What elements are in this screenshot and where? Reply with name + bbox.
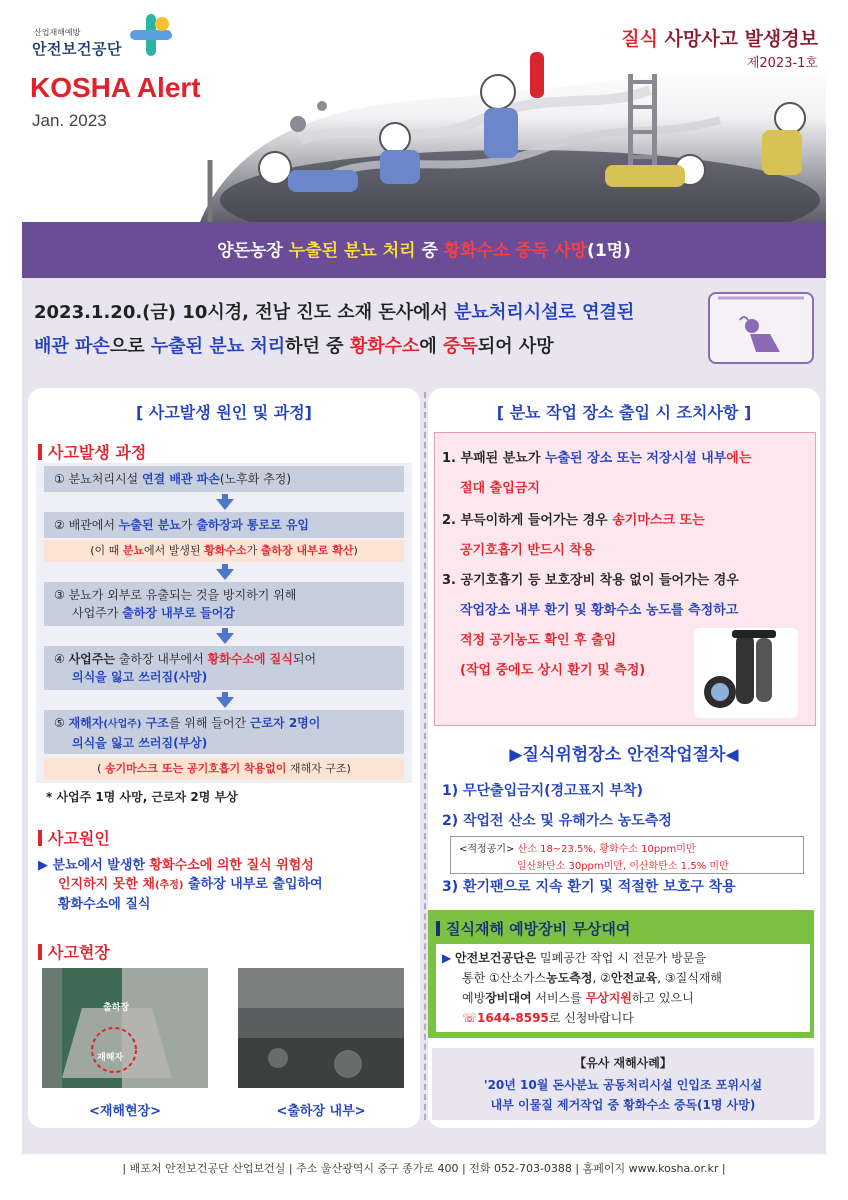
procedure-step-1: 1) 무단출입금지(경고표지 부착) xyxy=(442,783,643,799)
cause-part: 황화수소에 질식 xyxy=(58,897,151,912)
step-text: 구조 xyxy=(141,716,169,730)
bullet-icon: ▶ xyxy=(442,951,456,965)
breathing-apparatus-icon xyxy=(694,628,798,718)
step-text: 사업주는 xyxy=(68,652,115,666)
rental-line xyxy=(442,968,722,988)
rental-text xyxy=(442,948,722,1028)
rental-part: 농도측정 xyxy=(546,971,593,985)
title-part: 중 xyxy=(415,241,444,261)
note-text: 에서 발생된 xyxy=(144,544,205,557)
section-marker xyxy=(436,921,440,936)
step-text: ② 배관에서 xyxy=(54,518,119,532)
summary-text: 하던 중 xyxy=(285,336,350,357)
step-text: 근로자 2명이 xyxy=(249,716,321,730)
rental-part: 장비대여 xyxy=(485,991,532,1005)
step-text: (사업주) xyxy=(103,719,142,730)
rental-line xyxy=(442,988,722,1008)
accident-title xyxy=(0,236,848,261)
rental-part: 하고 있으니 xyxy=(631,991,694,1005)
rental-title-text: 질식재해 예방장비 무상대여 xyxy=(446,920,631,938)
rental-part: 예방 xyxy=(462,991,486,1005)
rule-text: 공기호흡기 반드시 착용 xyxy=(460,543,595,558)
step-text: 황화수소에 질식 xyxy=(207,652,293,666)
step-text: 연결 배관 파손 xyxy=(141,472,220,486)
down-arrow-icon xyxy=(216,628,234,644)
cause-text xyxy=(38,856,418,914)
rule-line xyxy=(442,506,705,536)
title-part: (1명) xyxy=(587,241,631,261)
similar-case-line-2: 내부 이물질 제거작업 중 황화수소 중독(1명 사망) xyxy=(490,1098,756,1112)
procedure-step-2: 2) 작업전 산소 및 유해가스 농도측정 xyxy=(442,813,672,829)
rental-line xyxy=(442,1008,722,1028)
step-line xyxy=(54,734,394,752)
note-text: ) xyxy=(353,544,358,557)
note-text: 출하장 내부로 확산 xyxy=(260,544,354,557)
procedure-step-3: 3) 환기팬으로 지속 환기 및 적절한 보호구 착용 xyxy=(442,879,736,895)
rule-text: 2. 부득이하게 들어가는 경우 xyxy=(442,513,613,528)
bullet-icon: ▶ xyxy=(38,858,53,873)
summary-line-1 xyxy=(34,298,634,324)
rule-2 xyxy=(442,506,705,566)
note-text: 송기마스크 또는 공기호흡기 착용없이 xyxy=(104,762,287,775)
note-text: 가 xyxy=(246,544,261,557)
section-marker xyxy=(38,444,42,460)
rule-text: 적정 공기농도 확인 후 출입 xyxy=(460,633,617,648)
process-heading xyxy=(38,440,146,463)
accident-site-photo xyxy=(42,968,208,1088)
safe-procedure-title: ▶질식위험장소 안전작업절차◀ xyxy=(509,745,739,765)
process-note-5 xyxy=(44,758,404,780)
shipping-interior-photo xyxy=(238,968,404,1088)
process-step-3 xyxy=(44,582,404,626)
rule-text: (작업 중에도 상시 환기 및 측정) xyxy=(460,663,646,678)
note-text: ( xyxy=(97,762,105,775)
rule-text: 절대 출입금지 xyxy=(460,481,540,496)
step-text: 재해자 xyxy=(68,716,104,730)
step-text: 가 xyxy=(180,518,197,532)
photo-caption-2: <출하장 내부> xyxy=(276,1104,366,1119)
step-text: 를 위해 들어간 xyxy=(168,716,250,730)
rental-part: 밀폐공간 작업 시 전문가 방문을 xyxy=(536,951,706,965)
column-divider xyxy=(424,392,426,1120)
process-step-1 xyxy=(44,466,404,492)
cause-heading: [ 사고발생 원인 및 과정] xyxy=(135,403,312,422)
cause-part: 출하장 내부로 출입하여 xyxy=(183,877,323,892)
step-text: 사업주가 xyxy=(72,606,123,620)
summary-text: 누출된 분뇨 처리 xyxy=(150,336,286,357)
rule-text: 1. 부패된 분뇨가 xyxy=(442,451,545,466)
rule-text: 에는 xyxy=(726,451,752,466)
rule-text: 3. 공기호흡기 등 보호장비 착용 없이 들어가는 경우 xyxy=(442,573,739,588)
process-step-2 xyxy=(44,512,404,538)
step-text: ④ xyxy=(54,652,69,666)
rental-part: 통한 ①산소가스 xyxy=(462,971,547,985)
summary-text: 되어 사망 xyxy=(477,336,554,357)
section-marker xyxy=(38,944,42,960)
cause-line xyxy=(38,875,418,895)
summary-text: 황화수소 xyxy=(349,336,420,357)
summary-text: 중독 xyxy=(443,336,478,357)
kosha-logo-icon xyxy=(130,14,172,56)
step-text: 의식을 잃고 쓰러짐(사망) xyxy=(72,670,208,684)
note-text: 분뇨 xyxy=(122,544,145,557)
summary-text: 배관 파손 xyxy=(34,336,110,357)
note-text: 황화수소 xyxy=(204,544,247,557)
step-line xyxy=(54,714,394,734)
rule-1 xyxy=(442,444,751,504)
rental-line xyxy=(442,948,722,968)
casualty-note: * 사업주 1명 사망, 근로자 2명 부상 xyxy=(46,790,238,804)
step-text: (노후화 추정) xyxy=(219,472,292,486)
step-text: ① 분뇨처리시설 xyxy=(54,472,142,486)
air-standard-box xyxy=(450,836,804,874)
photo-caption-1: <재해현장> xyxy=(88,1104,162,1119)
cause-part: 황화수소에 의한 질식 위험성 xyxy=(149,858,314,873)
rental-part: 무상지원 xyxy=(585,991,632,1005)
step-text: 누출된 분뇨 xyxy=(118,518,181,532)
summary-text: 분뇨처리시설로 연결된 xyxy=(454,302,635,323)
footer-contact: | 배포처 안전보건공단 산업보건실 | 주소 울산광역시 중구 종가로 400 | 전화 052-703-0388 | 홈페이지 www.kosha.or.kr | xyxy=(122,1162,726,1175)
cause-part: 분뇨에서 발생한 xyxy=(52,858,150,873)
rule-text: 누출된 장소 또는 저장시설 내부 xyxy=(544,451,727,466)
photo-label-victim: 재해자 xyxy=(97,1053,124,1063)
similar-case-heading: 【유사 재해사례】 xyxy=(574,1056,672,1070)
step-line xyxy=(54,668,394,686)
cause-heading-2 xyxy=(38,826,110,849)
process-step-5 xyxy=(44,710,404,754)
site-heading-text: 사고현장 xyxy=(48,943,110,962)
step-line xyxy=(54,650,394,668)
step-text: ⑤ xyxy=(54,716,69,730)
summary-text: 2023.1.20.(금) 10시경, 전남 진도 소재 돈사에서 xyxy=(34,302,455,323)
note-text: 재해자 구조) xyxy=(286,762,351,775)
standard-text: 일산화탄소 30ppm미만, 이산화탄소 1.5% 미만 xyxy=(517,861,729,872)
step-text: 되어 xyxy=(292,652,317,666)
rental-part: 로 신청바랍니다 xyxy=(548,1011,634,1025)
rule-text: 송기마스크 또는 xyxy=(612,513,705,528)
rental-part: 안전교육 xyxy=(610,971,658,985)
summary-line-2 xyxy=(34,332,554,358)
process-heading-text: 사고발생 과정 xyxy=(48,443,147,462)
step-text: 출하장과 통로로 유입 xyxy=(196,518,310,532)
section-marker xyxy=(38,830,42,846)
similar-case-line-1: '20년 10월 돈사분뇨 공동처리시설 인입조 포위시설 xyxy=(483,1078,763,1092)
step-text: 출하장 내부에서 xyxy=(114,652,208,666)
cause-heading-text: 사고원인 xyxy=(48,829,110,848)
step-text: ③ 분뇨가 외부로 유출되는 것을 방지하기 위해 xyxy=(54,588,297,602)
alert-type xyxy=(621,24,818,51)
alert-type-red: 질식 xyxy=(621,28,658,50)
down-arrow-icon xyxy=(216,564,234,580)
rental-part: 서비스를 xyxy=(531,991,586,1005)
process-step-4 xyxy=(44,646,404,690)
site-heading xyxy=(38,940,110,963)
summary-text: 으로 xyxy=(109,336,151,357)
title-part: 양돈농장 xyxy=(217,241,289,261)
rental-part: 안전보건공단은 xyxy=(455,951,537,965)
measures-heading: [ 분뇨 작업 장소 출입 시 조치사항 ] xyxy=(496,403,752,422)
step-text: 출하장 내부로 들어감 xyxy=(122,606,235,620)
process-note-2 xyxy=(44,540,404,562)
issue-date: Jan. 2023 xyxy=(32,111,107,130)
photo-label-shipping: 출하장 xyxy=(103,1003,130,1013)
kosha-alert-title: KOSHA Alert xyxy=(30,72,201,103)
rental-phone: ☏1644-8595 xyxy=(462,1011,549,1025)
issue-number: 제2023-1호 xyxy=(746,56,818,71)
rental-part: , ③질식재해 xyxy=(657,971,723,985)
down-arrow-icon xyxy=(216,494,234,510)
title-part: 황화수소 중독 사망 xyxy=(443,241,588,261)
rental-title xyxy=(436,918,630,939)
cause-part: (추정) xyxy=(154,880,184,891)
cause-line xyxy=(38,856,418,875)
note-text: (이 때 xyxy=(90,544,123,557)
logo-name: 안전보건공단 xyxy=(32,40,122,58)
rule-text: 작업장소 내부 환기 및 황화수소 농도를 측정하고 xyxy=(460,603,739,618)
collapsed-worker-icon xyxy=(708,292,814,364)
step-line xyxy=(54,604,394,622)
alert-type-rest: 사망사고 발생경보 xyxy=(657,28,818,50)
standard-line xyxy=(451,837,803,855)
cause-part: 인지하지 못한 채 xyxy=(58,877,155,892)
down-arrow-icon xyxy=(216,692,234,708)
logo-tagline: 산업재해예방 xyxy=(34,28,81,37)
standard-text: 산소 18~23.5%, 황화수소 10ppm미만 xyxy=(514,844,696,855)
summary-text: 에 xyxy=(419,336,444,357)
step-text: 의식을 잃고 쓰러짐(부상) xyxy=(72,736,208,750)
title-part: 누출된 분뇨 처리 xyxy=(288,241,416,261)
rule-line xyxy=(442,444,751,474)
standard-text: <적정공기> xyxy=(459,844,515,855)
rental-part: , ② xyxy=(592,971,611,985)
